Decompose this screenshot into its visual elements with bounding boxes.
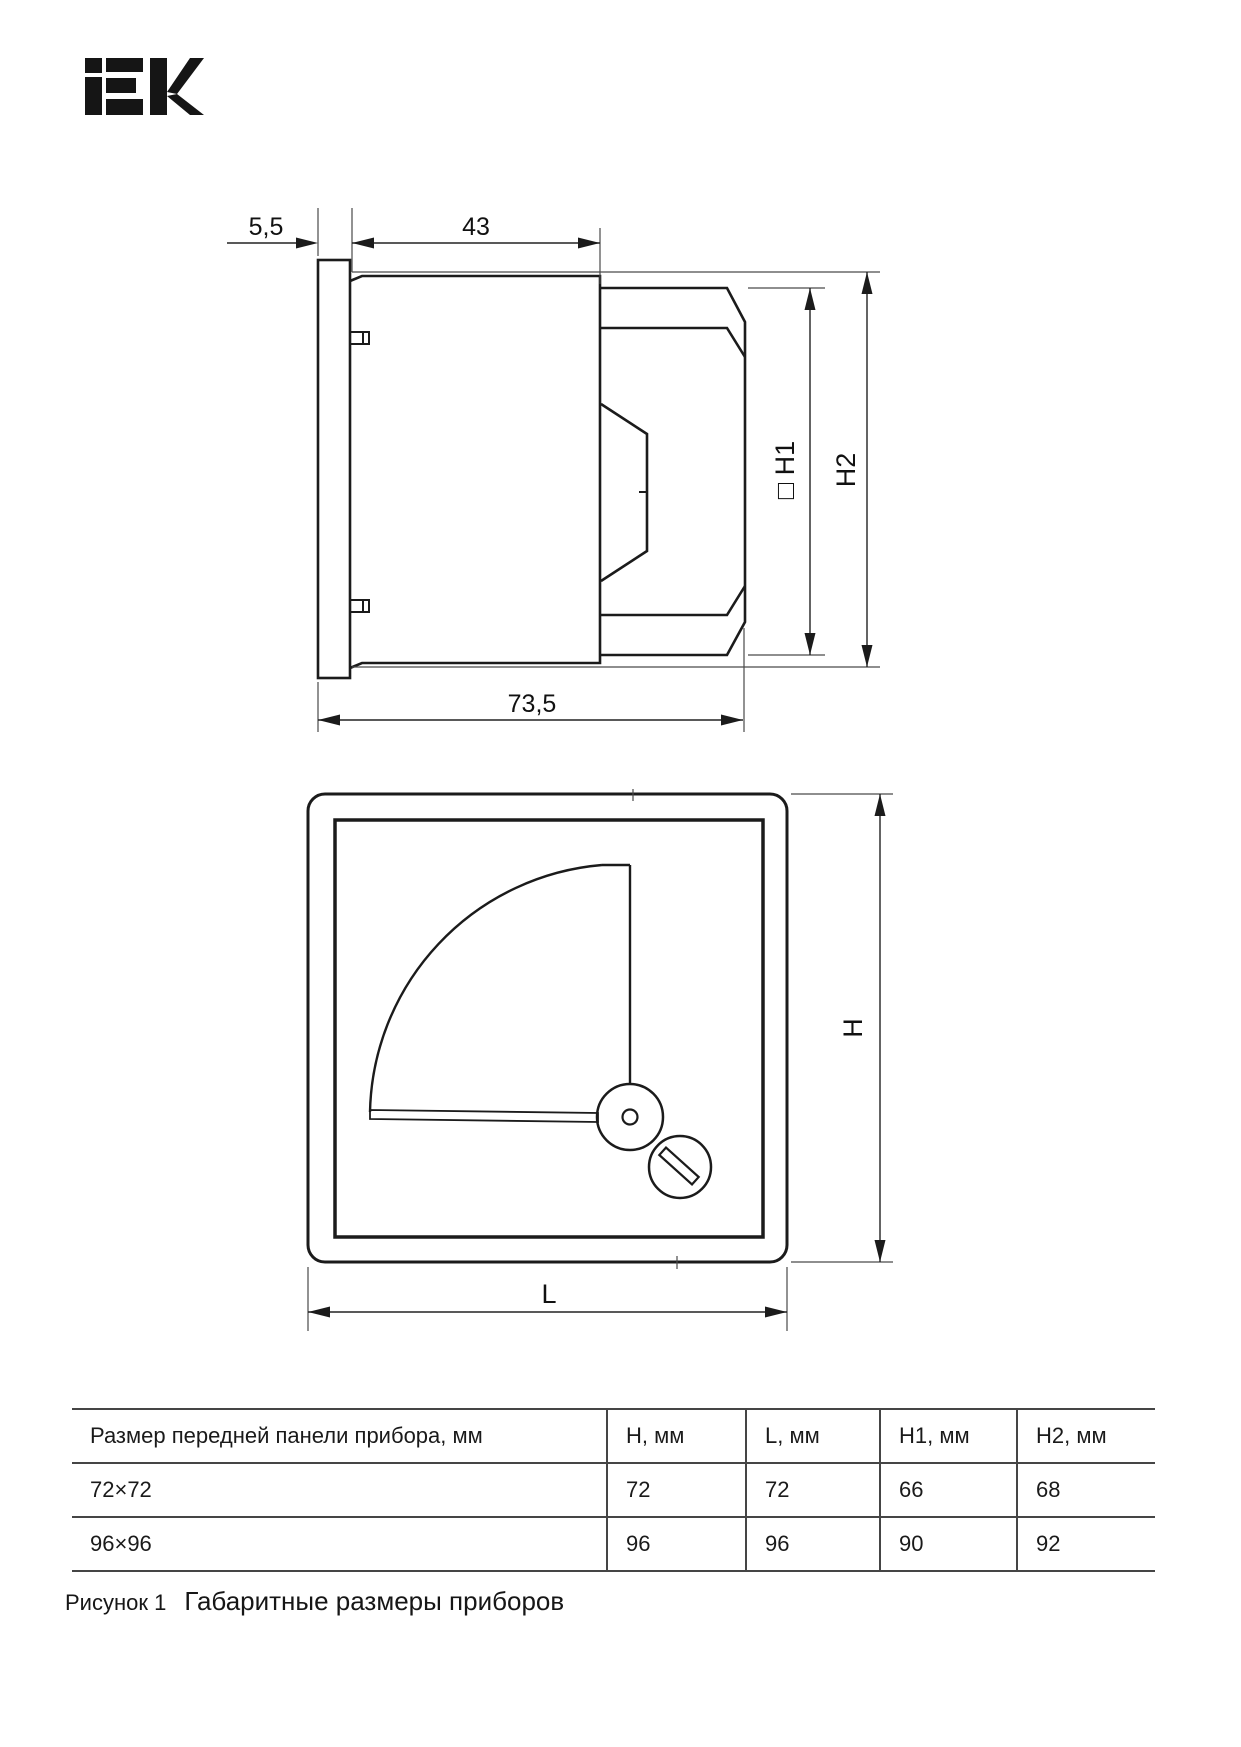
- dim-plate-thickness-label: 5,5: [248, 213, 284, 241]
- pivot-circle: [597, 1084, 663, 1150]
- mounting-panel-plate: [318, 260, 350, 678]
- header-h2: H2, мм: [1017, 1409, 1155, 1463]
- cell-size-72: 72×72: [72, 1463, 607, 1517]
- logo-e-bar-mid: [106, 78, 136, 93]
- logo-e-bar-top: [106, 58, 143, 72]
- dim-body-depth-label: 43: [462, 213, 490, 241]
- pivot-center-hole: [623, 1110, 638, 1125]
- zero-adjust-screw: [649, 1136, 711, 1198]
- side-view: [227, 208, 880, 732]
- cell-h-96: 96: [607, 1517, 746, 1571]
- dial-arc: [370, 865, 602, 1112]
- logo-i-dot: [85, 58, 102, 73]
- needle: [370, 1110, 598, 1122]
- dim-h2: [831, 272, 873, 667]
- screw-head: [649, 1136, 711, 1198]
- header-h1: H1, мм: [880, 1409, 1017, 1463]
- meter-body: [350, 276, 600, 668]
- dim-height-h-label: H: [838, 1018, 868, 1038]
- dim-h2-label: H2: [831, 452, 861, 488]
- front-view: [308, 789, 893, 1331]
- dim-square-h1-label: □ H1: [770, 440, 800, 500]
- cell-l-72: 72: [746, 1463, 880, 1517]
- figure-caption: [65, 1586, 564, 1617]
- cell-h1-96: 90: [880, 1517, 1017, 1571]
- bezel-inner-step-bottom: [600, 586, 745, 615]
- dim-plate-thickness: [227, 213, 318, 249]
- figure-caption-title: Габаритные размеры приборов: [184, 1586, 565, 1616]
- header-panel-size: Размер передней панели прибора, мм: [72, 1409, 607, 1463]
- table-header-row: [72, 1409, 1155, 1463]
- screw-slot: [659, 1148, 698, 1185]
- cell-h-72: 72: [607, 1463, 746, 1517]
- mounting-clip-top: [350, 332, 369, 344]
- iek-logo: [85, 58, 204, 115]
- table-row: [72, 1517, 1155, 1571]
- dim-width-l-label: L: [541, 1279, 557, 1309]
- logo-k-upper-arm: [167, 58, 204, 94]
- front-bezel-profile: [600, 288, 745, 655]
- cell-size-96: 96×96: [72, 1517, 607, 1571]
- dial-scale-sector: [370, 865, 630, 1112]
- dim-square-h1: [770, 288, 816, 655]
- cell-h1-72: 66: [880, 1463, 1017, 1517]
- bezel-inner-step-top: [600, 328, 745, 357]
- header-h: H, мм: [607, 1409, 746, 1463]
- mounting-clip-bottom: [350, 600, 369, 612]
- table-row: [72, 1463, 1155, 1517]
- dim-body-depth: [352, 213, 600, 249]
- logo-i-stem: [85, 77, 102, 115]
- cell-h2-96: 92: [1017, 1517, 1155, 1571]
- bezel-front-face: [308, 794, 787, 1262]
- cell-h2-72: 68: [1017, 1463, 1155, 1517]
- logo-e-bar-bottom: [106, 99, 143, 115]
- figure-caption-number: Рисунок 1: [65, 1590, 167, 1615]
- cell-l-96: 96: [746, 1517, 880, 1571]
- dim-width-l: [308, 1279, 787, 1318]
- dim-total-depth-label: 73,5: [507, 690, 557, 718]
- logo-k-stem: [150, 58, 167, 115]
- logo-k-lower-arm: [167, 94, 204, 115]
- dial-window: [335, 820, 763, 1237]
- dim-total-depth: [318, 690, 743, 726]
- dim-height-h: [838, 794, 886, 1262]
- header-l: L, мм: [746, 1409, 880, 1463]
- dimensions-table: [72, 1408, 1155, 1572]
